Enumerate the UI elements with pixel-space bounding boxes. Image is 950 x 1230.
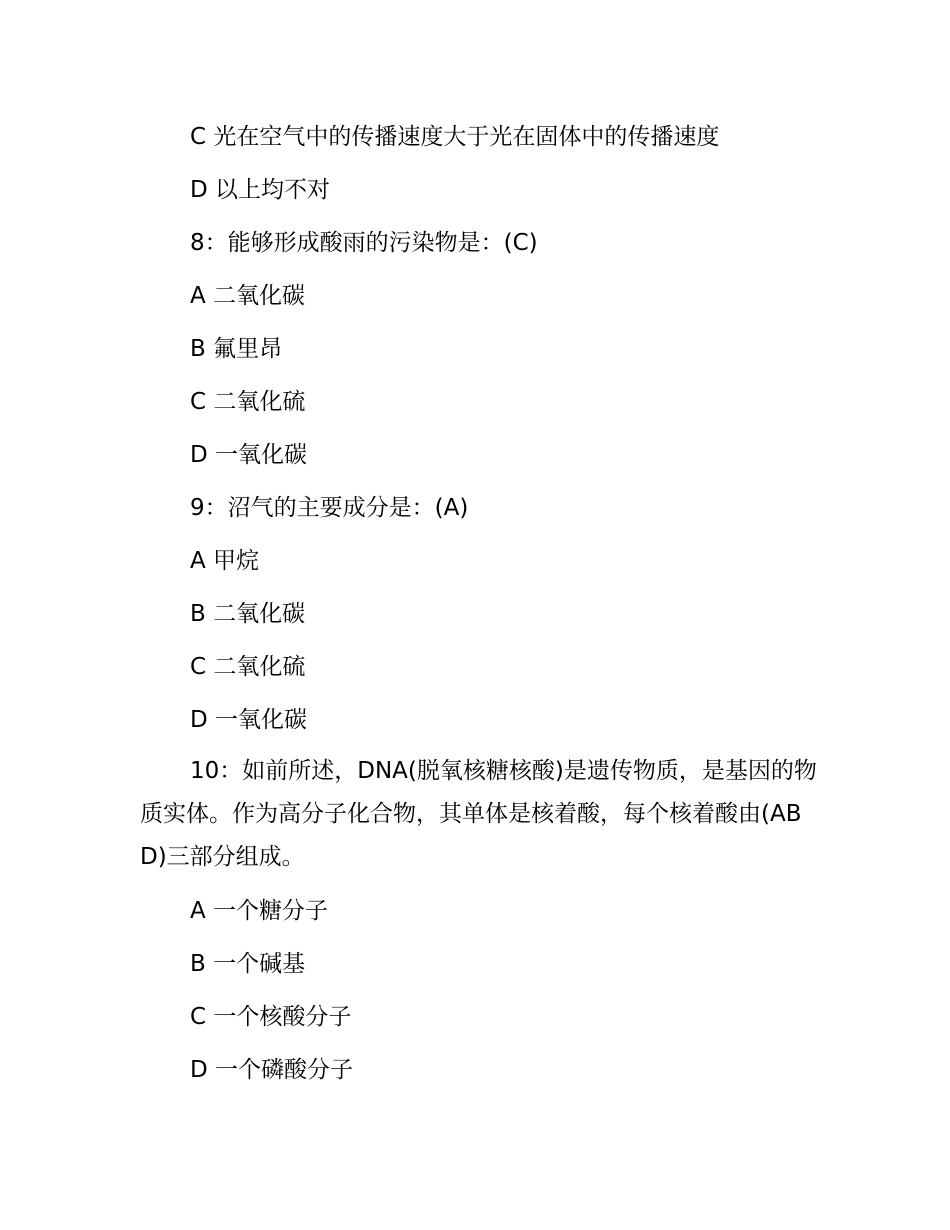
q7-option-c: C 光在空气中的传播速度大于光在固体中的传播速度: [190, 124, 720, 150]
q9-option-a: A 甲烷: [190, 548, 260, 574]
q9-question: 9：沼气的主要成分是：(A): [190, 495, 469, 521]
q8-option-c: C 二氧化硫: [190, 389, 306, 415]
q10-option-a: A 一个糖分子: [190, 898, 329, 924]
q10-question: 10：如前所述，DNA(脱氧核糖核酸)是遗传物质，是基因的物质实体。作为高分子化合物，其单体是核着酸，每个核着酸由(ABD)三部分组成。: [140, 758, 817, 870]
q8-option-b: B 氟里昂: [190, 336, 283, 362]
q8-question: 8：能够形成酸雨的污染物是：(C): [190, 230, 538, 256]
q8-option-d: D 一氧化碳: [190, 442, 308, 468]
q9-option-c: C 二氧化硫: [190, 654, 306, 680]
q9-option-b: B 二氧化碳: [190, 601, 306, 627]
q10-option-c: C 一个核酸分子: [190, 1004, 352, 1030]
q8-option-a: A 二氧化碳: [190, 283, 306, 309]
q10-option-b: B 一个碱基: [190, 951, 306, 977]
q7-option-d: D 以上均不对: [190, 177, 331, 203]
q9-option-d: D 一氧化碳: [190, 707, 308, 733]
q10-option-d: D 一个磷酸分子: [190, 1057, 354, 1083]
